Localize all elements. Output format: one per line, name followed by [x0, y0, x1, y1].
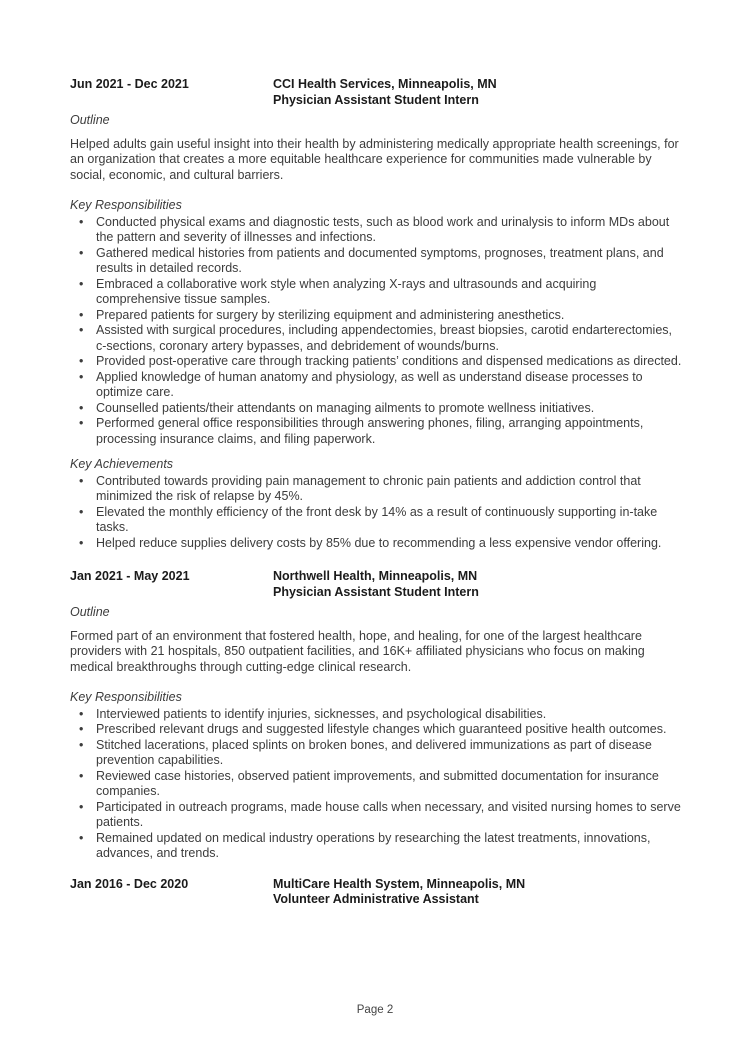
bullet-item: • Gathered medical histories from patients and documented symptoms, prognoses, treatment plans, and results in detailed records.: [70, 246, 684, 277]
bullet-item: • Remained updated on medical industry operations by researching the latest treatments, innovations, advances, and trends.: [70, 831, 684, 862]
bullet-item: • Stitched lacerations, placed splints on broken bones, and delivered immunizations as part of disease prevention capabilities.: [70, 738, 684, 769]
bullet-item: • Assisted with surgical procedures, including appendectomies, breast biopsies, carotid endarterectomies, c-sections, coronary artery bypasses, and debridement of wounds/burns.: [70, 323, 684, 354]
bullet-item: • Prescribed relevant drugs and suggested lifestyle changes which guaranteed positive health outcomes.: [70, 722, 684, 738]
bullet-item: • Contributed towards providing pain management to chronic pain patients and addiction control that minimized the risk of relapse by 45%.: [70, 474, 684, 505]
job-title: Volunteer Administrative Assistant: [273, 892, 479, 906]
bullet-item: • Elevated the monthly efficiency of the front desk by 14% as a result of continuously supporting in-take tasks.: [70, 505, 684, 536]
job-entry-header: [70, 569, 684, 600]
outline-text: Formed part of an environment that fostered health, hope, and healing, for one of the largest healthcare providers with 21 hospitals, 850 outpatient facilities, and 16K+ affiliated physicians who focus on making medical breakthroughs through cutting-edge clinical research.: [70, 628, 645, 674]
bullet-item: • Reviewed case histories, observed patient improvements, and submitted documentation for insurance companies.: [70, 769, 684, 800]
job-entry-northwell: [70, 569, 684, 862]
job-entry-cci: [70, 77, 684, 551]
outline-label: Outline: [70, 605, 110, 619]
job-title: Physician Assistant Student Intern: [273, 584, 479, 599]
bullet-item: • Interviewed patients to identify injuries, sicknesses, and psychological disabilities.: [70, 707, 684, 723]
job-entry-multicare: [70, 877, 684, 908]
job-entry-header: [70, 77, 684, 108]
job-org-block: [273, 77, 497, 108]
job-company: CCI Health Services, Minneapolis, MN: [273, 77, 497, 91]
page-number: Page 2: [356, 1004, 394, 1016]
job-org-block: [273, 569, 479, 600]
job-org-block: [273, 877, 525, 908]
responsibilities-list: [70, 215, 684, 448]
page-footer: [0, 1003, 750, 1019]
job-dates: Jan 2016 - Dec 2020: [70, 876, 189, 891]
job-company: Northwell Health, Minneapolis, MN: [273, 569, 478, 583]
job-entry-header: [70, 877, 684, 908]
responsibilities-list: [70, 707, 684, 862]
achievements-label: Key Achievements: [70, 457, 174, 471]
outline-text: Helped adults gain useful insight into their health by administering medically appropriate health screenings, for an organization that creates a more equitable healthcare experience for communities made vulnerable by social, economic, and cultural barriers.: [70, 136, 679, 182]
bullet-item: • Participated in outreach programs, made house calls when necessary, and visited nursing homes to serve patients.: [70, 800, 684, 831]
responsibilities-label: Key Responsibilities: [70, 690, 182, 704]
bullet-item: • Counselled patients/their attendants on managing ailments to promote wellness initiatives.: [70, 401, 684, 417]
bullet-item: • Prepared patients for surgery by sterilizing equipment and administering anesthetics.: [70, 308, 684, 324]
job-company: MultiCare Health System, Minneapolis, MN: [273, 876, 526, 891]
responsibilities-label: Key Responsibilities: [70, 198, 182, 212]
bullet-item: • Embraced a collaborative work style when analyzing X-rays and ultrasounds and acquiring comprehensive tissue samples.: [70, 277, 684, 308]
bullet-item: • Performed general office responsibilities through answering phones, filing, arranging appointments, processing insurance claims, and filing paperwork.: [70, 416, 684, 447]
experience-section: [70, 77, 684, 908]
job-dates: Jun 2021 - Dec 2021: [70, 77, 189, 91]
job-title: Physician Assistant Student Intern: [273, 92, 479, 107]
bullet-item: • Helped reduce supplies delivery costs by 85% due to recommending a less expensive vendor offering.: [70, 536, 684, 552]
bullet-item: • Provided post-operative care through tracking patients’ conditions and dispensed medications as directed.: [70, 354, 684, 370]
achievements-list: [70, 474, 684, 552]
outline-label: Outline: [70, 113, 110, 127]
bullet-item: • Conducted physical exams and diagnostic tests, such as blood work and urinalysis to inform MDs about the pattern and severity of illnesses and infections.: [70, 215, 684, 246]
bullet-item: • Applied knowledge of human anatomy and physiology, as well as understand disease processes to optimize care.: [70, 370, 684, 401]
job-dates: Jan 2021 - May 2021: [70, 569, 190, 583]
